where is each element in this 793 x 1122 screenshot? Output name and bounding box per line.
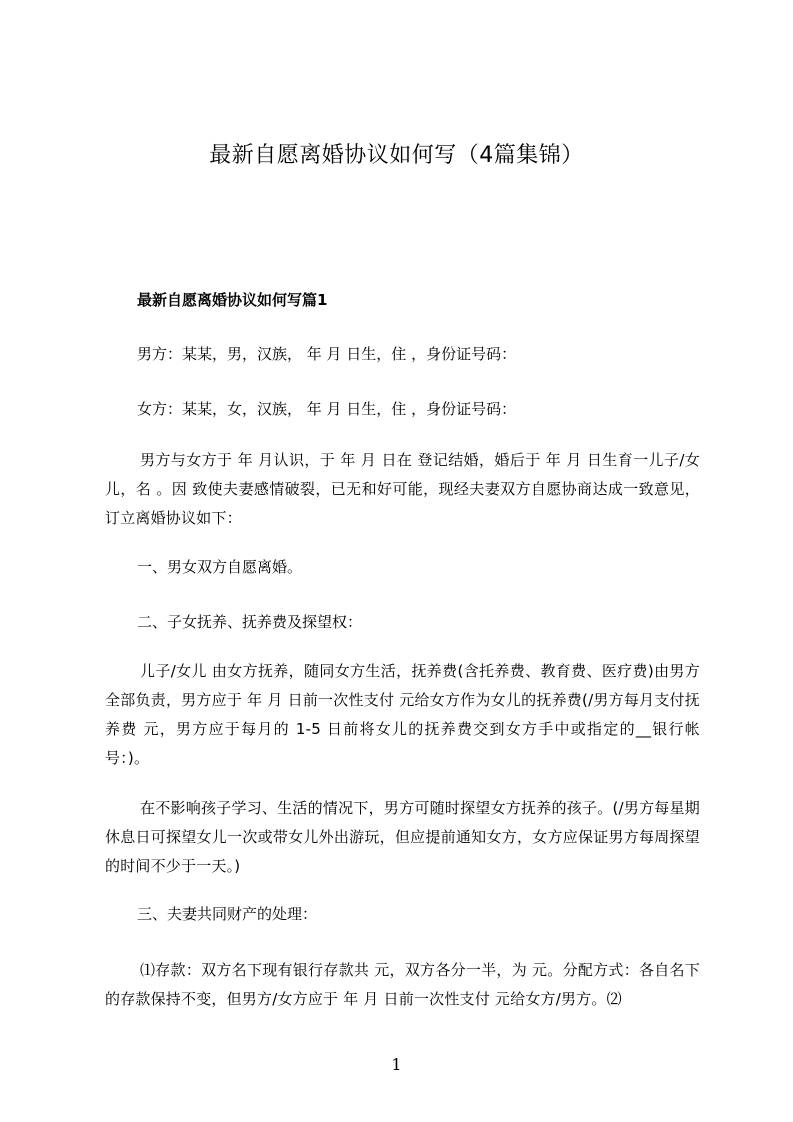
marriage-background-paragraph: 男方与女方于 年 月认识，于 年 月 日在 登记结婚，婚后于 年 月 日生育一儿子/女儿，名 。因 致使夫妻感情破裂，已无和好可能，现经夫妻双方自愿协商达成一致意见，订立离婚协议如下：: [105, 451, 700, 527]
female-party-line: 女方：某某，女，汉族， 年 月 日生，住 ，身份证号码：: [137, 400, 517, 418]
child-support-paragraph: 儿子/女儿 由女方抚养，随同女方生活，抚养费(含托养费、教育费、医疗费)由男方全部负责，男方应于 年 月 日前一次性支付 元给女方作为女儿的抚养费(/男方每月支付抚养费 元，男方应于每月的 1-5 日前将女儿的抚养费交到女方手中或指定的__银行帐号：)。: [105, 662, 700, 767]
male-party-line: 男方：某某，男，汉族， 年 月 日生，住 ，身份证号码：: [137, 345, 517, 363]
section-heading: 最新自愿离婚协议如何写篇1: [137, 291, 328, 309]
clause-two-heading: 二、子女抚养、抚养费及探望权：: [137, 613, 363, 631]
savings-paragraph: ⑴存款：双方名下现有银行存款共 元，双方各分一半，为 元。分配方式：各自名下的存款保持不变，但男方/女方应于 年 月 日前一次性支付 元给女方/男方。⑵: [105, 961, 700, 1008]
page-number: 1: [391, 1055, 402, 1074]
clause-three-heading: 三、夫妻共同财产的处理：: [137, 905, 318, 923]
visitation-paragraph: 在不影响孩子学习、生活的情况下，男方可随时探望女方抚养的孩子。(/男方每星期休息日可探望女儿一次或带女儿外出游玩，但应提前通知女方，女方应保证男方每周探望的时间不少于一天。): [105, 799, 700, 875]
document-title: 最新自愿离婚协议如何写（4篇集锦）: [209, 143, 584, 168]
clause-one: 一、男女双方自愿离婚。: [137, 558, 303, 576]
